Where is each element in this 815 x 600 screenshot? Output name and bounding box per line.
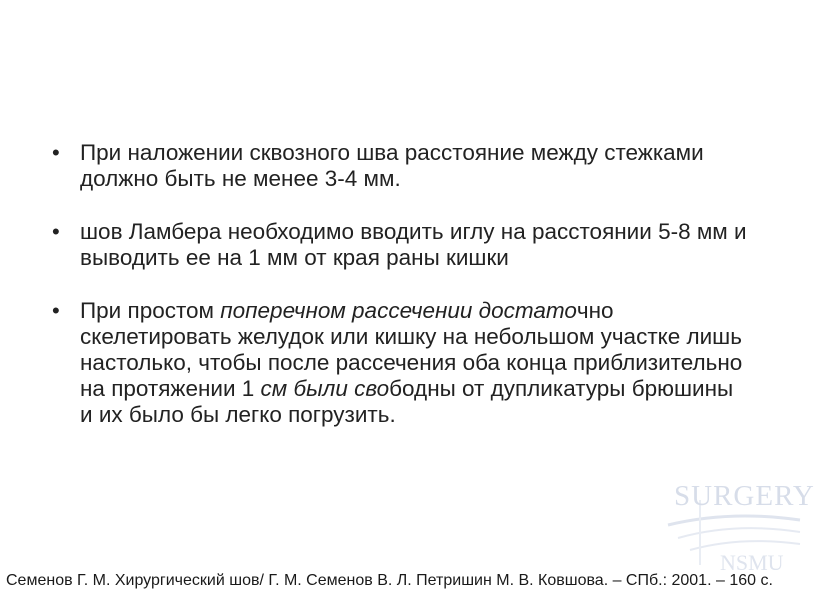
bullet-text-part: шов Ламбера необходимо вводить иглу на расстоянии 5-8 мм и выводить ее на 1 мм от края раны кишки — [80, 219, 747, 270]
bullet-text — [80, 219, 747, 270]
bullet-text-part: чно скелетировать желудок или кишку на небольшом участке лишь настолько, чтобы после рассечения оба конца приблизительно на протяжении 1 — [80, 298, 743, 401]
bullet-list — [50, 140, 750, 428]
footer-citation: Семенов Г. М. Хирургический шов/ Г. М. Семенов В. Л. Петришин М. В. Ковшова. – СПб.: 2001. – 160 с. — [6, 572, 773, 589]
bullet-dot-icon: • — [52, 140, 60, 165]
bullet-item — [50, 298, 750, 428]
bullet-text-italic-part: см были сво — [260, 376, 390, 401]
bullet-text-part: При наложении сквозного шва расстояние между стежками должно быть не менее 3-4 мм. — [80, 140, 704, 191]
bullet-dot-icon: • — [52, 219, 60, 244]
bullet-item — [50, 140, 750, 192]
bullet-text-italic-part: поперечном рассечении достато — [220, 298, 577, 323]
bullet-text — [80, 140, 704, 191]
bullet-text-part: При простом — [80, 298, 221, 323]
watermark-surgery-text: SURGERY — [674, 480, 815, 512]
bullet-text-part: бодны от дупликатуры брюшины и их было бы легко погрузить. — [80, 376, 734, 427]
watermark-nsmu-text: NSMU — [720, 550, 784, 575]
bullet-text — [80, 298, 742, 427]
bullet-dot-icon: • — [52, 298, 60, 323]
bullet-item — [50, 219, 750, 271]
